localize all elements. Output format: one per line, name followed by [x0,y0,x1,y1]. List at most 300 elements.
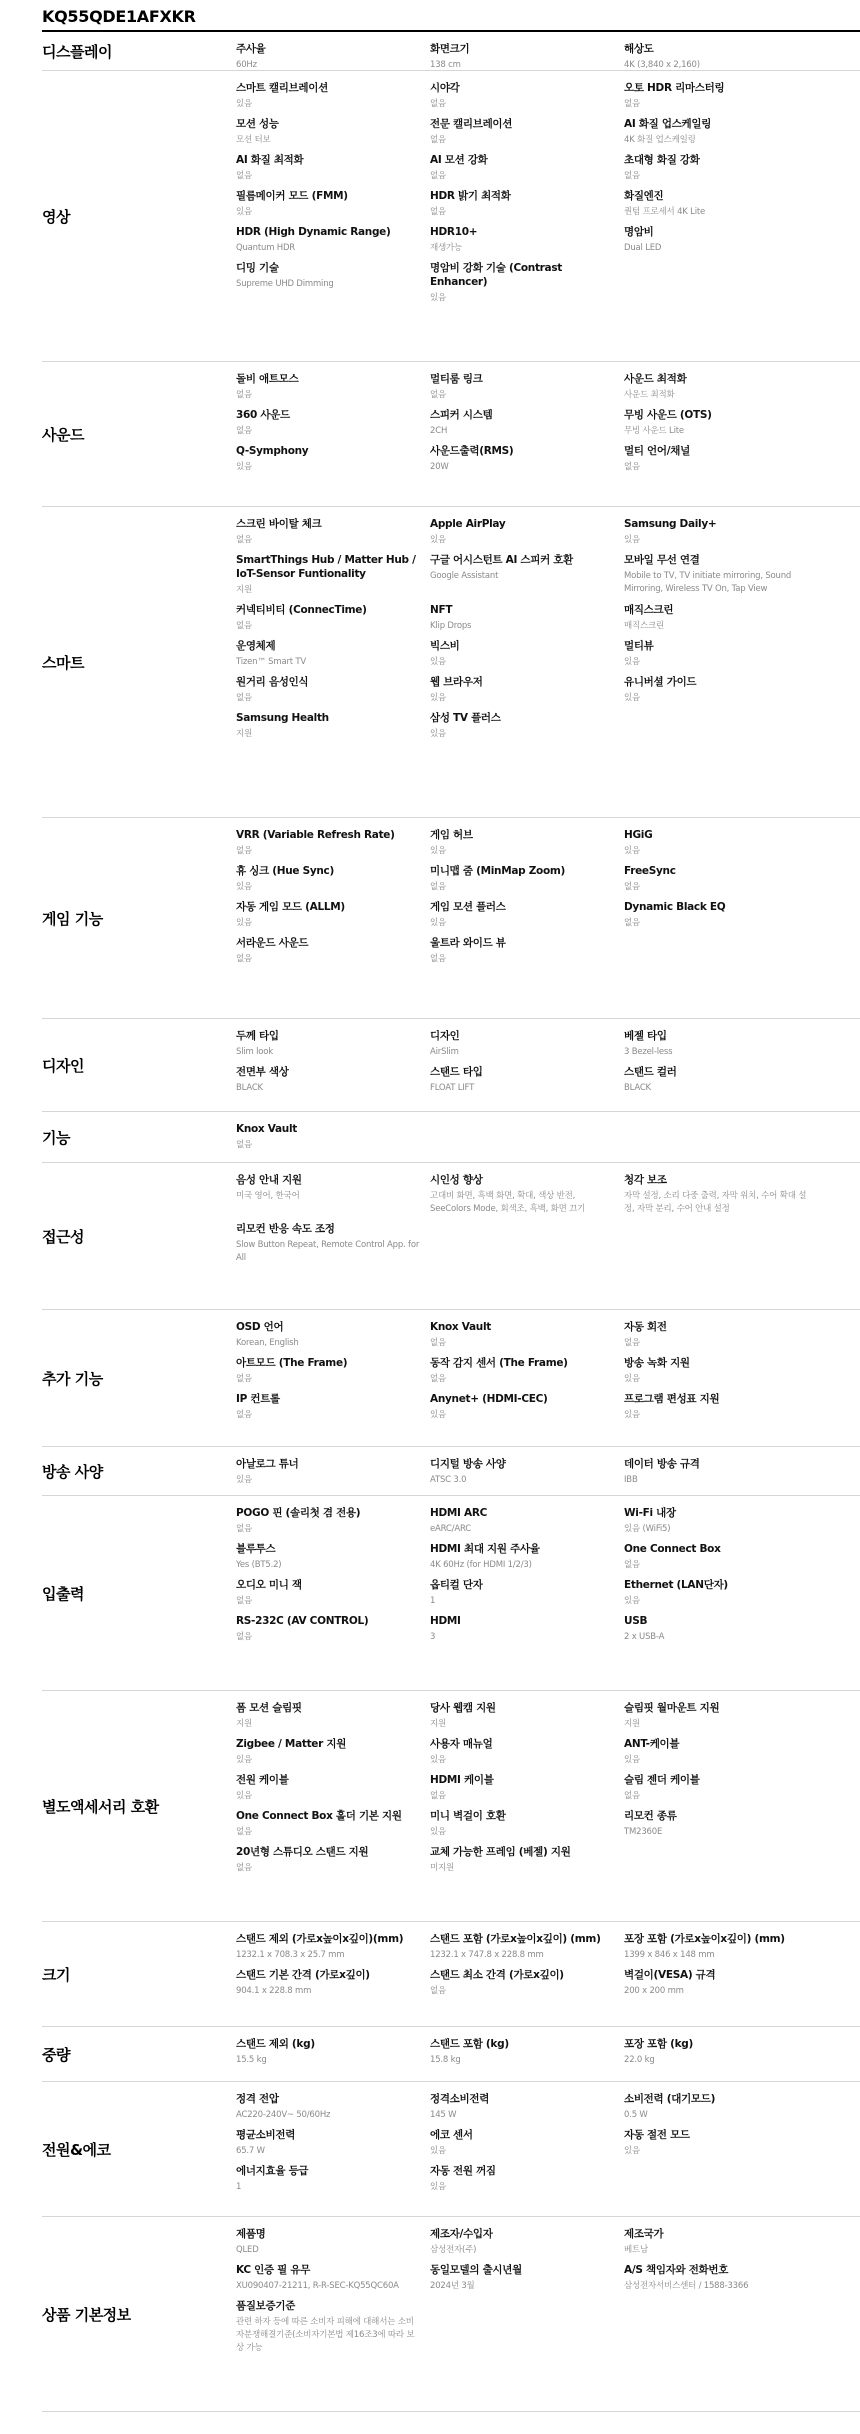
spec-item [236,639,430,675]
spec-item [236,117,430,153]
spec-label: 스크린 바이탈 체크 [236,518,322,530]
spec-value: 있음 [430,846,447,856]
spec-label: 원거리 음성인식 [236,676,309,688]
spec-item [236,675,430,711]
spec-label: 멀티 언어/채널 [624,445,690,457]
spec-item [624,1065,818,1101]
spec-value: 있음 [430,693,447,703]
spec-value: 15.8 kg [430,2055,461,2065]
spec-label: 벽걸이(VESA) 규격 [624,1969,716,1981]
spec-item [236,372,430,408]
spec-item [236,1506,430,1542]
spec-value: 4K 화질 업스케일링 [624,135,696,145]
spec-value: 사운드 최적화 [624,390,675,400]
spec-item [624,2037,818,2073]
spec-value: 없음 [430,135,447,145]
spec-value: 3 Bezel-less [624,1047,673,1057]
spec-label: 화면크기 [430,43,470,55]
spec-label: 돌비 애트모스 [236,373,299,385]
spec-grid [236,1112,860,1162]
spec-item [624,153,818,189]
spec-value: FLOAT LIFT [430,1083,475,1093]
spec-value: 미국 영어, 한국어 [236,1191,300,1201]
spec-value: BLACK [624,1083,651,1093]
spec-item [236,1773,430,1809]
spec-label: 교체 가능한 프레임 (베젤) 지원 [430,1846,571,1858]
spec-label: Apple AirPlay [430,518,506,530]
spec-value: 있음 [236,882,253,892]
spec-value: 없음 [236,171,253,181]
spec-item [430,225,624,261]
spec-label: 운영체제 [236,640,276,652]
spec-item [624,1773,818,1809]
spec-value: 지원 [236,1719,253,1729]
spec-item [236,1392,430,1428]
spec-value: 삼성전자서비스센터 / 1588-3366 [624,2281,749,2291]
spec-value: 없음 [236,1140,253,1150]
spec-item [430,408,624,444]
spec-item [430,2263,624,2299]
spec-label: 울트라 와이드 뷰 [430,937,506,949]
spec-label: 자동 회전 [624,1321,667,1333]
spec-label: 방송 녹화 지원 [624,1357,690,1369]
spec-value: 60Hz [236,60,257,70]
section-title: 디자인 [42,1056,84,1075]
spec-value: AirSlim [430,1047,459,1057]
spec-item [430,900,624,936]
spec-item [430,1457,624,1493]
section-title: 방송 사양 [42,1462,103,1481]
spec-item [624,675,818,711]
spec-value: 0.5 W [624,2110,648,2120]
spec-label: KC 인증 필 유무 [236,2264,311,2276]
spec-label: 스탠드 제외 (kg) [236,2038,315,2050]
spec-item [236,408,430,444]
spec-label: 명암비 강화 기술 (Contrast Enhancer) [430,262,563,288]
spec-label: 멀티뷰 [624,640,654,652]
spec-value: 없음 [430,1338,447,1348]
spec-section-extra [42,1310,860,1447]
spec-label: 명암비 [624,226,654,238]
spec-label: 청각 보조 [624,1174,667,1186]
spec-item [430,1506,624,1542]
spec-value: Quantum HDR [236,243,296,253]
spec-value: 없음 [236,621,253,631]
spec-item [624,1029,818,1065]
spec-item [430,1392,624,1428]
section-title: 중량 [42,2045,70,2064]
spec-item [430,81,624,117]
spec-value: 없음 [236,390,253,400]
spec-label: 전원 케이블 [236,1774,289,1786]
spec-item [624,1320,818,1356]
spec-value: Yes (BT5.2) [236,1560,282,1570]
spec-label: 사용자 매뉴얼 [430,1738,493,1750]
spec-label: POGO 핀 (솔리첫 겸 전용) [236,1507,361,1519]
spec-label: 미니맵 줌 (MinMap Zoom) [430,865,565,877]
spec-grid [236,2217,860,2411]
spec-item [624,1614,818,1650]
spec-label: 20년형 스튜디오 스탠드 지원 [236,1846,369,1858]
spec-item [430,2299,624,2361]
spec-item [624,828,818,864]
spec-item [430,1320,624,1356]
spec-label: 웹 브라우저 [430,676,483,688]
spec-label: AI 화질 최적화 [236,154,304,166]
spec-item [236,2037,430,2073]
spec-item [236,900,430,936]
spec-label: 시인성 향상 [430,1174,483,1186]
spec-label: 디밍 기술 [236,262,279,274]
spec-grid [236,1447,860,1495]
spec-label: 매직스크린 [624,604,674,616]
spec-item [430,1701,624,1737]
spec-item [624,2227,818,2263]
spec-value: 22.0 kg [624,2055,655,2065]
spec-label: 슬림핏 월마운트 지원 [624,1702,720,1714]
spec-label: 두께 타입 [236,1030,279,1042]
spec-item [624,2164,818,2200]
spec-label: SmartThings Hub / Matter Hub / IoT-Sensor Funtionality [236,554,416,580]
spec-label: Dynamic Black EQ [624,901,726,913]
spec-value: 지원 [430,1719,447,1729]
spec-value: 있음 [236,99,253,109]
spec-value: 200 x 200 mm [624,1986,684,1996]
spec-item [624,261,818,311]
spec-item [624,2092,818,2128]
spec-item [624,553,818,603]
spec-grid [236,1691,860,1921]
spec-section-video [42,71,860,362]
spec-item [624,444,818,480]
spec-label: 디지털 방송 사양 [430,1458,506,1470]
section-title: 상품 기본정보 [42,2305,131,2324]
spec-section-size [42,1922,860,2027]
spec-value: 관련 하자 등에 따른 소비자 피해에 대해서는 소비자분쟁해결기준(소비자기본법 제16조3에 따라 보상 가능 [236,2317,415,2353]
spec-item [624,1392,818,1428]
spec-value: 있음 [236,1755,253,1765]
spec-item [430,1845,624,1881]
spec-label: 필름메이커 모드 (FMM) [236,190,348,202]
spec-item [624,639,818,675]
spec-section-game [42,818,860,1019]
spec-item [430,828,624,864]
spec-label: 에너지효율 등급 [236,2165,309,2177]
spec-value: 없음 [236,1374,253,1384]
spec-item [236,1173,430,1222]
spec-label: RS-232C (AV CONTROL) [236,1615,369,1627]
spec-item [430,1542,624,1578]
spec-label: 모바일 무선 연결 [624,554,700,566]
spec-label: Anynet+ (HDMI-CEC) [430,1393,548,1405]
spec-value: Klip Drops [430,621,472,631]
spec-label: 스탠드 제외 (가로x높이x깊이)(mm) [236,1933,404,1945]
spec-value: 있음 [430,2146,447,2156]
spec-label: 스마트 캘리브레이션 [236,82,328,94]
spec-value: IBB [624,1475,638,1485]
spec-item [624,1701,818,1737]
spec-label: 화질엔진 [624,190,664,202]
spec-item [236,1701,430,1737]
spec-value: 지원 [236,585,253,595]
spec-label: 스탠드 포함 (kg) [430,2038,509,2050]
spec-label: 멀티룸 링크 [430,373,483,385]
spec-label: 스탠드 포함 (가로x높이x깊이) (mm) [430,1933,601,1945]
spec-item [236,711,430,747]
spec-label: AI 화질 업스케일링 [624,118,712,130]
spec-value: 없음 [236,1524,253,1534]
spec-item [430,1614,624,1650]
spec-item [624,225,818,261]
spec-label: 서라운드 사운드 [236,937,309,949]
spec-item [430,1356,624,1392]
spec-value: 없음 [430,207,447,217]
spec-label: 폼 모션 슬림핏 [236,1702,302,1714]
spec-label: Samsung Daily+ [624,518,717,530]
spec-value: 있음 [624,846,641,856]
spec-label: Ethernet (LAN단자) [624,1579,728,1591]
spec-item [236,603,430,639]
spec-section-smart [42,507,860,818]
spec-label: 유니버셜 가이드 [624,676,697,688]
spec-label: ANT-케이블 [624,1738,680,1750]
section-title: 입출력 [42,1584,84,1603]
spec-value: 1399 x 846 x 148 mm [624,1950,715,1960]
spec-label: 자동 전원 꺼짐 [430,2165,496,2177]
spec-value: BLACK [236,1083,263,1093]
spec-item [236,2164,430,2200]
spec-value: 있음 [236,1791,253,1801]
section-title: 크기 [42,1965,70,1984]
spec-value: 있음 [624,693,641,703]
spec-item [624,1506,818,1542]
spec-item [236,1122,430,1158]
spec-item [236,189,430,225]
spec-item [236,517,430,553]
spec-label: 무빙 사운드 (OTS) [624,409,712,421]
spec-label: HDR 밝기 최적화 [430,190,511,202]
section-title: 디스플레이 [42,42,112,61]
spec-label: 사운드 최적화 [624,373,687,385]
spec-item [624,1356,818,1392]
spec-label: 데이터 방송 규격 [624,1458,700,1470]
spec-label: 게임 허브 [430,829,473,841]
spec-value: 없음 [236,846,253,856]
spec-item [430,261,624,311]
spec-label: 아트모드 (The Frame) [236,1357,348,1369]
spec-value: 2CH [430,426,448,436]
spec-item [624,936,818,972]
spec-value: 1 [430,1596,436,1606]
spec-value: 1 [236,2182,242,2192]
spec-value: 없음 [430,99,447,109]
spec-value: 있음 [236,207,253,217]
spec-label: VRR (Variable Refresh Rate) [236,829,395,841]
spec-value: 있음 [430,293,447,303]
spec-value: 베트남 [624,2245,649,2255]
spec-item [624,711,818,747]
spec-item [430,1809,624,1845]
spec-label: 사운드출력(RMS) [430,445,514,457]
spec-label: 전면부 색상 [236,1066,289,1078]
spec-label: 슬림 젠더 케이블 [624,1774,700,1786]
spec-item [236,1065,430,1101]
spec-grid [236,507,860,817]
spec-item [236,2092,430,2128]
spec-page [42,0,860,2412]
spec-value: 매직스크린 [624,621,665,631]
spec-label: 옵티컬 단자 [430,1579,483,1591]
spec-value: 있음 [624,1596,641,1606]
spec-value: 무빙 사운드 Lite [624,426,684,436]
spec-value: 없음 [236,1596,253,1606]
spec-value: Dual LED [624,243,662,253]
spec-label: 에코 센서 [430,2129,473,2141]
spec-item [236,864,430,900]
spec-item [236,2263,430,2299]
spec-item [430,2227,624,2263]
spec-label: 자동 게임 모드 (ALLM) [236,901,345,913]
spec-item [430,553,624,603]
spec-grid [236,1019,860,1111]
spec-value: 3 [430,1632,436,1642]
spec-item [624,1578,818,1614]
spec-item [236,828,430,864]
spec-item [236,1542,430,1578]
spec-value: 있음 [236,918,253,928]
spec-item [236,153,430,189]
spec-label: 오디오 미니 잭 [236,1579,302,1591]
spec-item [430,936,624,972]
spec-item [430,675,624,711]
spec-item [430,153,624,189]
spec-label: 시야각 [430,82,460,94]
spec-label: 리모컨 종류 [624,1810,677,1822]
spec-label: Q-Symphony [236,445,309,457]
spec-value: 없음 [430,1791,447,1801]
spec-item [430,2092,624,2128]
spec-item [430,189,624,225]
spec-value: Mobile to TV, TV initiate mirroring, Sound Mirroring, Wireless TV On, Tap View [624,571,792,594]
spec-label: 제품명 [236,2228,266,2240]
spec-value: 있음 (WiFi5) [624,1524,671,1534]
spec-item [236,936,430,972]
spec-label: 주사율 [236,43,266,55]
spec-item [236,553,430,603]
spec-label: A/S 책임자와 전화번호 [624,2264,729,2276]
spec-item [624,2299,818,2361]
spec-item [430,711,624,747]
spec-value: XU090407-21211, R-R-SEC-KQ55QC60A [236,2281,399,2291]
spec-value: 없음 [624,1560,641,1570]
spec-item [236,1932,430,1968]
spec-item [236,1029,430,1065]
spec-section-accessibility [42,1163,860,1310]
spec-value: 없음 [430,390,447,400]
spec-grid [236,2027,860,2081]
spec-item [236,1457,430,1493]
spec-label: 모션 성능 [236,118,279,130]
spec-item [236,1809,430,1845]
spec-value: 있음 [624,1374,641,1384]
spec-label: HGiG [624,829,653,841]
spec-label: 동일모델의 출시년월 [430,2264,522,2276]
spec-item [236,1614,430,1650]
spec-label: 당사 웹캠 지원 [430,1702,496,1714]
spec-item [624,1737,818,1773]
spec-grid [236,32,860,70]
spec-value: 있음 [624,657,641,667]
spec-value: 없음 [236,1410,253,1420]
spec-value: 고대비 화면, 흑백 화면, 확대, 색상 반전, SeeColors Mode, 회색조, 흑백, 화면 끄기 [430,1191,586,1214]
spec-value: 없음 [430,954,447,964]
spec-grid [236,1922,860,2026]
spec-label: Zigbee / Matter 지원 [236,1738,347,1750]
spec-section-function [42,1112,860,1163]
spec-label: 동작 감지 센서 (The Frame) [430,1357,568,1369]
spec-value: 있음 [430,918,447,928]
spec-label: 전문 캘리브레이션 [430,118,513,130]
spec-value: TM2360E [624,1827,663,1837]
spec-item [236,261,430,311]
spec-item [236,2128,430,2164]
spec-value: 없음 [430,171,447,181]
spec-value: 없음 [624,99,641,109]
spec-value: 1232.1 x 708.3 x 25.7 mm [236,1950,345,1960]
spec-value: 지원 [236,729,253,739]
spec-value: 없음 [236,535,253,545]
spec-label: HDMI 최대 지원 주사율 [430,1543,540,1555]
spec-item [430,603,624,639]
spec-value: 4K 60Hz (for HDMI 1/2/3) [430,1560,532,1570]
spec-value: 있음 [430,1410,447,1420]
spec-value: 2 x USB-A [624,1632,665,1642]
spec-section-design [42,1019,860,1112]
spec-label: One Connect Box [624,1543,721,1555]
spec-label: HDR10+ [430,226,478,238]
spec-value: 없음 [236,693,253,703]
spec-item [624,1968,818,2004]
spec-value: 없음 [430,882,447,892]
spec-item [430,117,624,153]
spec-value: ATSC 3.0 [430,1475,467,1485]
spec-value: 없음 [624,1338,641,1348]
spec-item [430,517,624,553]
spec-value: 자막 설정, 소리 다중 출력, 자막 위치, 수어 확대 설정, 자막 분리, 수어 안내 설정 [624,1191,807,1214]
spec-label: HDMI ARC [430,1507,488,1519]
spec-section-accessory [42,1691,860,1922]
spec-value: 20W [430,462,449,472]
spec-label: 360 사운드 [236,409,290,421]
spec-item [624,1932,818,1968]
spec-value: Slim look [236,1047,273,1057]
spec-value: 있음 [624,1410,641,1420]
spec-label: 게임 모션 플러스 [430,901,506,913]
spec-value: 있음 [624,535,641,545]
spec-value: 없음 [430,1374,447,1384]
spec-value: 재생가능 [430,243,463,253]
spec-label: 블루투스 [236,1543,276,1555]
spec-label: 스탠드 타입 [430,1066,483,1078]
spec-label: 초대형 화질 강화 [624,154,700,166]
spec-item [624,2263,818,2299]
section-title: 기능 [42,1128,70,1147]
spec-label: 구글 어시스턴트 AI 스피커 호환 [430,554,573,566]
spec-item [624,372,818,408]
spec-item [236,225,430,261]
spec-item [430,372,624,408]
spec-value: eARC/ARC [430,1524,471,1534]
